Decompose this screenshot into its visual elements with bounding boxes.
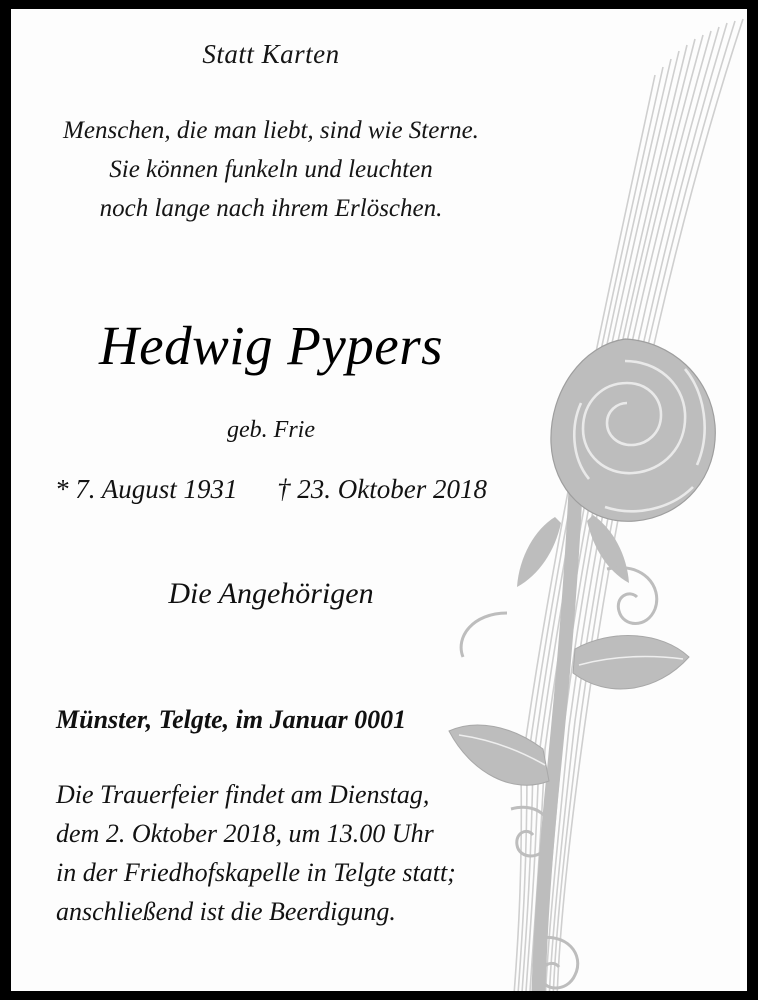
card-inner (11, 9, 747, 991)
funeral-notice (11, 775, 531, 931)
obituary-content (11, 9, 531, 931)
life-dates (11, 474, 531, 505)
page-title: Statt Karten (202, 39, 340, 69)
verse-line-3: noch lange nach ihrem Erlöschen. (99, 194, 443, 222)
birth-date: * 7. August 1931 (55, 474, 238, 505)
notice-line-1: Die Trauerfeier findet am Dienstag, (56, 780, 430, 810)
notice-line-4: anschließend ist die Beerdigung. (56, 897, 396, 927)
maiden-name: geb. Frie (227, 417, 315, 444)
verse-line-2: Sie können funkeln und leuchten (109, 155, 433, 183)
notice-line-3: in der Friedhofskapelle in Telgte statt; (56, 858, 456, 888)
verse-block (31, 112, 511, 228)
death-date: † 23. Oktober 2018 (277, 474, 487, 505)
deceased-name: Hedwig Pypers (98, 315, 444, 377)
place-and-date: Münster, Telgte, im Januar 0001 (56, 705, 407, 735)
verse-line-1: Menschen, die man liebt, sind wie Sterne. (63, 117, 479, 144)
notice-line-2: dem 2. Oktober 2018, um 13.00 Uhr (56, 819, 434, 849)
family-signature: Die Angehörigen (168, 577, 374, 611)
